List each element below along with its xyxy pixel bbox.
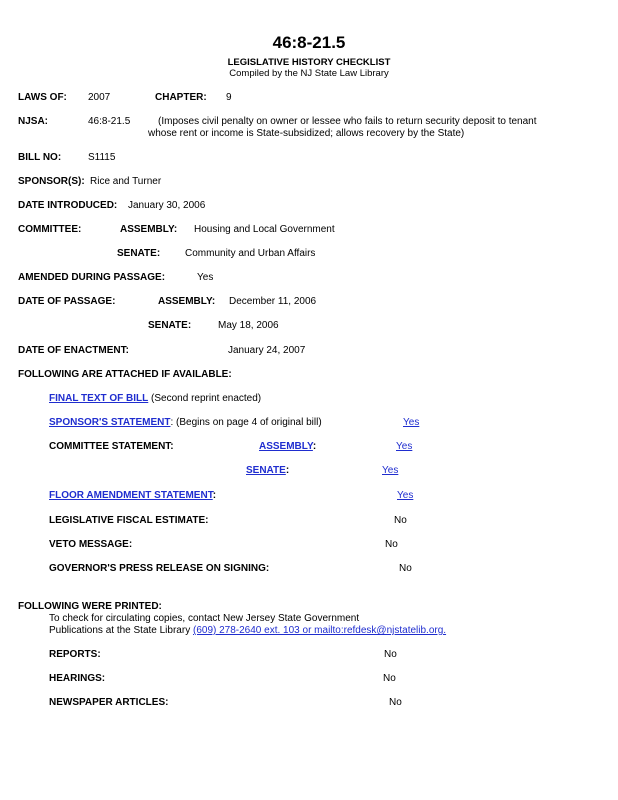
cs-senate-link[interactable]: SENATE	[246, 465, 286, 476]
hearings-value: No	[383, 673, 396, 684]
hearings-label: HEARINGS:	[49, 673, 106, 684]
printed-line1: To check for circulating copies, contact New Jersey State Government	[49, 613, 360, 624]
date-of-enactment-label: DATE OF ENACTMENT:	[18, 345, 129, 356]
committee-senate-label: SENATE:	[117, 248, 161, 259]
sponsor-statement-link[interactable]: SPONSOR'S STATEMENT	[49, 417, 171, 428]
cs-assembly-colon: :	[312, 441, 317, 452]
floor-amendment-yes-link[interactable]: Yes	[397, 490, 414, 501]
passage-assembly-label: ASSEMBLY:	[158, 296, 216, 307]
committee-assembly-label: ASSEMBLY:	[120, 224, 178, 235]
bill-no-value: S1115	[88, 152, 116, 163]
passage-senate-value: May 18, 2006	[218, 320, 279, 331]
amended-label: AMENDED DURING PASSAGE:	[18, 272, 166, 283]
statute-title: 46:8-21.5	[272, 33, 346, 52]
date-of-passage-label: DATE OF PASSAGE:	[18, 296, 116, 307]
date-introduced-value: January 30, 2006	[128, 200, 206, 211]
sponsors-label: SPONSOR(S):	[18, 176, 85, 187]
njsa-label: NJSA:	[18, 116, 49, 127]
newspaper-articles-label: NEWSPAPER ARTICLES:	[49, 697, 169, 708]
reports-label: REPORTS:	[49, 649, 101, 660]
committee-statement-label: COMMITTEE STATEMENT:	[49, 441, 174, 452]
reports-value: No	[384, 649, 397, 660]
checklist-title: LEGISLATIVE HISTORY CHECKLIST	[227, 57, 391, 68]
cs-assembly-row	[259, 441, 316, 453]
chapter-label: CHAPTER:	[155, 92, 207, 103]
press-release-value: No	[399, 563, 412, 574]
veto-message-value: No	[385, 539, 398, 550]
chapter-value: 9	[226, 92, 232, 103]
final-text-row	[49, 393, 261, 405]
sponsor-statement-note: : (Begins on page 4 of original bill)	[170, 417, 322, 428]
compiled-by: Compiled by the NJ State Law Library	[229, 68, 389, 79]
library-contact-link[interactable]: (609) 278-2640 ext. 103 or mailto:refdesk@njstatelib.org.	[192, 625, 447, 636]
floor-amendment-link[interactable]: FLOOR AMENDMENT STATEMENT	[49, 490, 213, 501]
attached-heading: FOLLOWING ARE ATTACHED IF AVAILABLE:	[18, 369, 232, 380]
cs-assembly-yes-link[interactable]: Yes	[396, 441, 413, 452]
sponsors-value: Rice and Turner	[90, 176, 162, 187]
fiscal-estimate-label: LEGISLATIVE FISCAL ESTIMATE:	[49, 515, 209, 526]
veto-message-label: VETO MESSAGE:	[49, 539, 133, 550]
newspaper-articles-value: No	[389, 697, 402, 708]
date-introduced-label: DATE INTRODUCED:	[18, 200, 118, 211]
cs-senate-row	[246, 465, 289, 477]
final-text-note: (Second reprint enacted)	[151, 393, 262, 404]
printed-line2	[49, 625, 446, 637]
passage-assembly-value: December 11, 2006	[229, 296, 317, 307]
fiscal-estimate-value: No	[394, 515, 407, 526]
njsa-description-line2: whose rent or income is State-subsidized; allows recovery by the State)	[148, 128, 465, 139]
sponsor-statement-yes-link[interactable]: Yes	[403, 417, 420, 428]
njsa-value: 46:8-21.5	[88, 116, 131, 127]
amended-value: Yes	[197, 272, 214, 283]
bill-no-label: BILL NO:	[18, 152, 62, 163]
laws-of-value: 2007	[88, 92, 111, 103]
floor-amendment-row	[49, 490, 216, 502]
passage-senate-label: SENATE:	[148, 320, 192, 331]
final-text-link[interactable]: FINAL TEXT OF BILL	[49, 393, 149, 404]
committee-assembly-value: Housing and Local Government	[194, 224, 335, 235]
committee-senate-value: Community and Urban Affairs	[185, 248, 316, 259]
committee-label: COMMITTEE:	[18, 224, 82, 235]
cs-senate-colon: :	[285, 465, 290, 476]
cs-assembly-link[interactable]: ASSEMBLY	[259, 441, 313, 452]
press-release-label: GOVERNOR'S PRESS RELEASE ON SIGNING:	[49, 563, 270, 574]
printed-heading: FOLLOWING WERE PRINTED:	[18, 601, 162, 612]
floor-amendment-colon: :	[212, 490, 217, 501]
njsa-description-line1: (Imposes civil penalty on owner or lessee who fails to return security deposit to tenant	[158, 116, 537, 127]
date-of-enactment-value: January 24, 2007	[228, 345, 306, 356]
sponsor-statement-row	[49, 417, 322, 429]
printed-line2-prefix: Publications at the State Library	[49, 625, 193, 636]
laws-of-label: LAWS OF:	[18, 92, 67, 103]
cs-senate-yes-link[interactable]: Yes	[382, 465, 399, 476]
